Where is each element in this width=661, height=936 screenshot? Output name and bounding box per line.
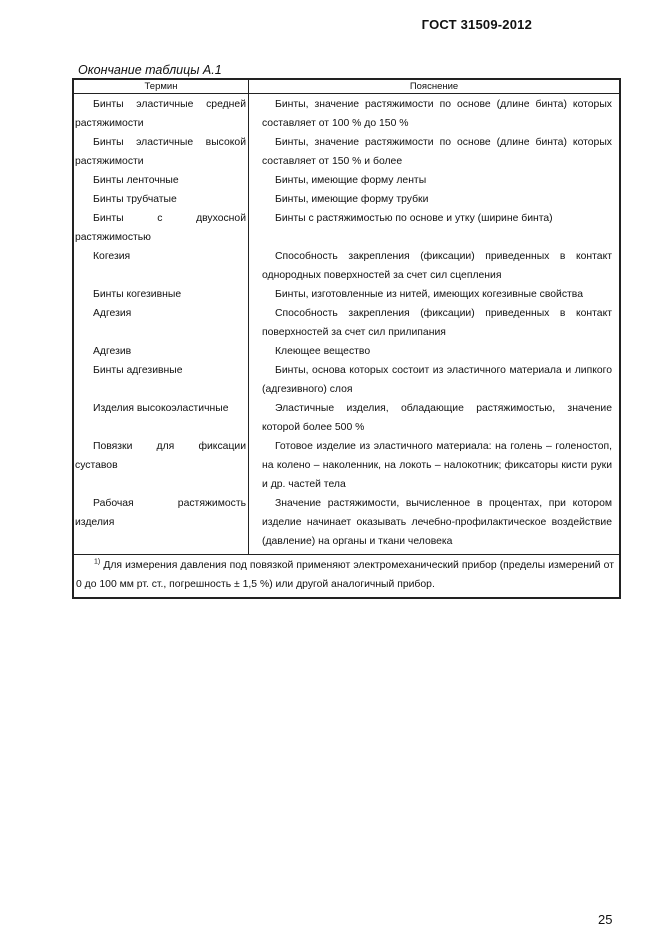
- explanation-cell: [249, 209, 621, 247]
- table-row: [73, 94, 620, 134]
- page-number: 25: [598, 912, 613, 927]
- footnote-text: Для измерения давления под повязкой применяют электромеханический прибор (пределы измерений от 0 до 100 мм рт. ст., погрешность ± 1,5 %) или другой аналогичный прибор.: [76, 560, 614, 590]
- table-caption: Окончание таблицы А.1: [78, 63, 222, 77]
- explanation-cell: [249, 94, 621, 134]
- explanation-text: Бинты, имеющие форму трубки: [275, 194, 429, 205]
- explanation-text: Эластичные изделия, обладающие растяжимостью, значение которой более 500 %: [262, 403, 612, 433]
- term-cell: [73, 171, 249, 190]
- term-text: Когезия: [93, 251, 131, 262]
- term-text: изделия: [75, 517, 115, 528]
- explanation-text: Клеющее вещество: [275, 346, 371, 357]
- term-cell: [73, 285, 249, 304]
- term-text: Бинты когезивные: [93, 289, 182, 300]
- column-header-explanation: Пояснение: [249, 79, 621, 94]
- explanation-cell: [249, 361, 621, 399]
- term-text: Изделия высокоэластичные: [93, 403, 229, 414]
- term-cell: [73, 247, 249, 285]
- table-row: [73, 437, 620, 494]
- explanation-cell: [249, 247, 621, 285]
- explanation-cell: [249, 285, 621, 304]
- explanation-cell: [249, 494, 621, 555]
- term-cell: [73, 304, 249, 342]
- explanation-text: Способность закрепления (фиксации) приведенных в контакт однородных поверхностей за счет сил сцепления: [262, 251, 612, 281]
- term-cell: [73, 399, 249, 437]
- table-header-row: [73, 79, 620, 94]
- table-row: [73, 171, 620, 190]
- table-row: [73, 361, 620, 399]
- term-text: Адгезия: [93, 308, 132, 319]
- term-cell: [73, 342, 249, 361]
- explanation-text: Бинты с растяжимостью по основе и утку (ширине бинта): [275, 213, 553, 224]
- explanation-text: Бинты, имеющие форму ленты: [275, 175, 427, 186]
- term-text: растяжимости: [75, 156, 144, 167]
- explanation-text: Готовое изделие из эластичного материала: на голень – голеностоп, на колено – наколенник, на локоть – налокотник; фиксаторы кисти руки и др. частей тела: [262, 441, 612, 490]
- term-text: Бинты ленточные: [93, 175, 179, 186]
- explanation-cell: [249, 342, 621, 361]
- explanation-text: Значение растяжимости, вычисленное в процентах, при котором изделие начинает оказывать лечебно-профилактическое воздействие (давление) на органы и ткани человека: [262, 498, 612, 547]
- term-text: Рабочая растяжимость: [93, 498, 246, 509]
- term-cell: [73, 437, 249, 494]
- explanation-text: Способность закрепления (фиксации) приведенных в контакт поверхностей за счет сил прилипания: [262, 308, 612, 338]
- table-footnote-row: [73, 555, 620, 599]
- table-row: [73, 247, 620, 285]
- explanation-text: Бинты, значение растяжимости по основе (длине бинта) которых составляет от 100 % до 150 %: [262, 99, 612, 129]
- standard-number: ГОСТ 31509-2012: [421, 17, 532, 32]
- table-row: [73, 190, 620, 209]
- table-row: [73, 133, 620, 171]
- table-row: [73, 209, 620, 247]
- table-row: [73, 304, 620, 342]
- table-row: [73, 285, 620, 304]
- term-text: Повязки для фиксации: [93, 441, 246, 452]
- column-header-term: Термин: [73, 79, 249, 94]
- terms-table: [72, 78, 621, 599]
- term-cell: [73, 94, 249, 134]
- explanation-cell: [249, 399, 621, 437]
- term-text: Бинты эластичные средней: [93, 99, 246, 110]
- explanation-text: Бинты, значение растяжимости по основе (длине бинта) которых составляет от 150 % и более: [262, 137, 612, 167]
- explanation-cell: [249, 133, 621, 171]
- term-text: растяжимости: [75, 118, 144, 129]
- term-text: суставов: [75, 460, 118, 471]
- explanation-cell: [249, 171, 621, 190]
- term-text: Бинты эластичные высокой: [93, 137, 246, 148]
- term-cell: [73, 190, 249, 209]
- footnote-mark: 1): [94, 558, 101, 566]
- footnote-cell: [73, 555, 620, 599]
- table-row: [73, 399, 620, 437]
- term-text: Бинты с двухосной: [93, 213, 246, 224]
- explanation-text: Бинты, основа которых состоит из эластичного материала и липкого (адгезивного) слоя: [262, 365, 612, 395]
- term-cell: [73, 494, 249, 555]
- explanation-cell: [249, 304, 621, 342]
- term-text: растяжимостью: [75, 232, 151, 243]
- term-text: Бинты адгезивные: [93, 365, 183, 376]
- term-cell: [73, 133, 249, 171]
- term-cell: [73, 209, 249, 247]
- explanation-cell: [249, 190, 621, 209]
- table-row: [73, 494, 620, 555]
- term-cell: [73, 361, 249, 399]
- explanation-text: Бинты, изготовленные из нитей, имеющих когезивные свойства: [275, 289, 583, 300]
- table-row: [73, 342, 620, 361]
- explanation-cell: [249, 437, 621, 494]
- term-text: Бинты трубчатые: [93, 194, 177, 205]
- term-text: Адгезив: [93, 346, 132, 357]
